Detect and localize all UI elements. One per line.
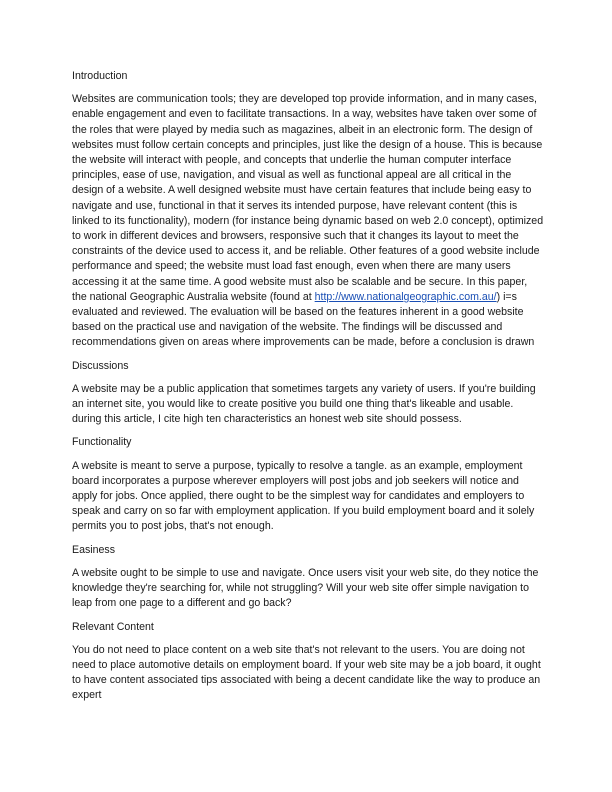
easiness-heading: Easiness <box>72 543 115 556</box>
introduction-heading: Introduction <box>72 70 128 82</box>
relevant-content-paragraph: You do not need to place content on a web site that's not relevant to the users. You are doing not need to place automotive details on employment board. If your web site may be a job board, it ought to have content associated tips associated with being a decent candidate like the way to produce an expert <box>72 643 541 702</box>
introduction-text-part2: ) i=s evaluated and reviewed. The evaluation will be based on the features inherent in a good website based on the practical use and navigation of the website. The findings will be discussed and recommendations given on areas where improvements can be made, before a conclusion is drawn <box>72 290 535 349</box>
introduction-paragraph <box>72 92 544 350</box>
national-geographic-link[interactable]: http://www.nationalgeographic.com.au/ <box>314 290 497 303</box>
discussions-paragraph: A website may be a public application that sometimes targets any variety of users. If you're building an internet site, you would like to create positive you build one thing that's likeable and usable. during this article, I cite high ten characteristics an honest web site should possess. <box>72 382 536 426</box>
relevant-content-heading: Relevant Content <box>72 620 154 633</box>
functionality-paragraph: A website is meant to serve a purpose, typically to resolve a tangle. as an example, employment board incorporates a purpose wherever employers will post jobs and job seekers will notice and apply for jobs. Once applied, there ought to be the simplest way for candidates and employers to speak and carry on so far with employment application. If you build employment board and it solely permits you to post jobs, that's not enough. <box>72 459 535 533</box>
easiness-paragraph: A website ought to be simple to use and navigate. Once users visit your web site, do they notice the knowledge they're searching for, while not struggling? Will your web site offer simple navigation to leap from one page to a different and go back? <box>72 566 539 610</box>
discussions-heading: Discussions <box>72 359 129 372</box>
functionality-heading: Functionality <box>72 436 132 449</box>
introduction-text-part1: Websites are communication tools; they are developed top provide information, and in many cases, enable engagement and even to facilitate transactions. In a way, websites have taken over some of the roles that were played by media such as magazines, albeit in an electronic form. The design of websites must follow certain concepts and principles, just like the design of a house. This is because the website will interact with people, and concepts that underlie the human computer interface principles, ease of use, navigation, and visual as well as functional appeal are all critical in the design of a website. A well designed website must have certain features that include being easy to navigate and use, functional in that it serves its intended purpose, have relevant content (this is linked to its functionality), modern (for instance being dynamic based on web 2.0 concept), optimized to work in different devices and browsers, responsive such that it changes its layout to meet the constraints of the device used to access it, and be reliable. Other features of a good website include performance and speed; the website must load fast enough, even when there are many users accessing it at the same time. A good website must also be scalable and be secure. In this paper, the national Geographic Australia website (found at <box>72 93 544 303</box>
document-body <box>72 69 544 712</box>
